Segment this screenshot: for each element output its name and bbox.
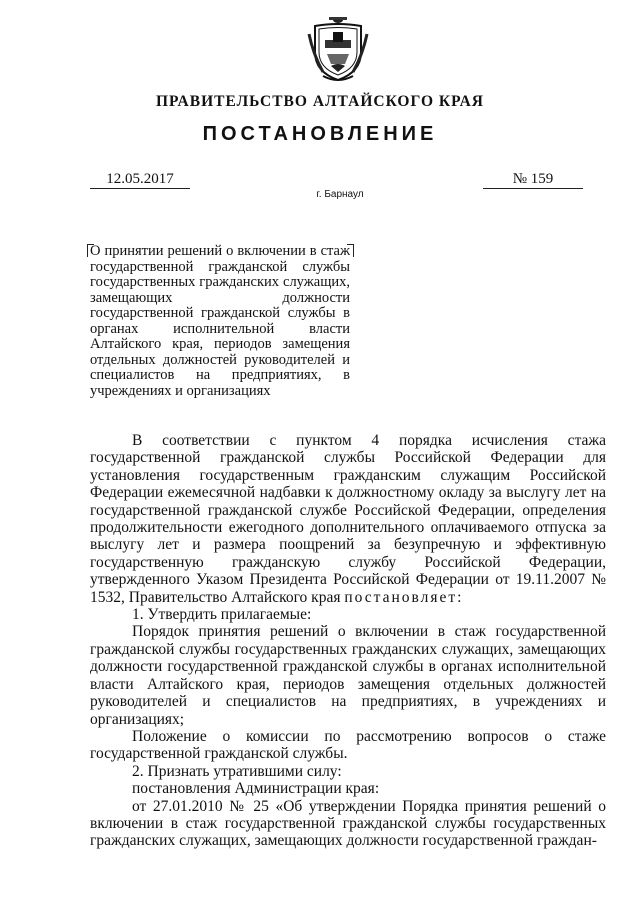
resolves-word: постановляет: bbox=[344, 588, 464, 606]
body-paragraph-item2a: постановления Администрации края: bbox=[132, 780, 380, 798]
document-number: № 159 bbox=[483, 170, 583, 189]
altai-krai-coat-of-arms-icon bbox=[307, 14, 369, 84]
intro-text: В соответствии с пунктом 4 порядка исчисления стажа государственной гражданской службы Российской Федерации для установления государственным гражданским служащим Российской Федерации ежемесячной надбавки к должностному окладу за выслугу лет на государственной гражданской службе Российской Федерации, определения продолжительности ежегодного дополнительного оплачиваемого отпуска за выслугу лет и размера поощрений за безупречную и эффективную государственную гражданскую службу Российской Федерации, утвержденного Указом Президента Российской Федерации от 19.11.2007 № 1532, Правительство Алтайского края bbox=[90, 432, 606, 606]
document-subject: О принятии решений о включении в стаж государственной гражданской службы государственных гражданских служащих, замещающих должности государственной гражданской службы в органах исполнительной власти Алтайского края, периодов замещения отдельных должностей руководителей и специалистов на предприятиях, в учреждениях и организациях bbox=[90, 243, 350, 399]
document-date: 12.05.2017 bbox=[90, 170, 190, 189]
document-type-title: ПОСТАНОВЛЕНИЕ bbox=[202, 123, 438, 145]
body-paragraph-item1b: Положение о комиссии по рассмотрению вопросов о стаже государственной гражданской службы. bbox=[90, 727, 606, 763]
document-city: г. Барнаул bbox=[316, 189, 364, 200]
document-body bbox=[90, 432, 606, 850]
body-paragraph-item1: 1. Утвердить прилагаемые: bbox=[132, 606, 312, 624]
body-paragraph-item2b: от 27.01.2010 № 25 «Об утверждении Порядка принятия решений о включении в стаж государственной гражданской службы государственных гражданских служащих, замещающих должности государственной граждан- bbox=[90, 797, 606, 850]
body-paragraph-item2: 2. Признать утратившими силу: bbox=[132, 762, 342, 780]
government-name: ПРАВИТЕЛЬСТВО АЛТАЙСКОГО КРАЯ bbox=[156, 93, 484, 110]
body-paragraph-intro bbox=[90, 432, 606, 606]
body-paragraph-item1a: Порядок принятия решений о включении в стаж государственной гражданской службы государственных гражданских служащих, замещающих должности государственной гражданской службы в органах исполнительной власти Алтайского края, периодов замещения отдельных должностей руководителей и специалистов на предприятиях, в учреждениях и организациях; bbox=[90, 623, 606, 728]
